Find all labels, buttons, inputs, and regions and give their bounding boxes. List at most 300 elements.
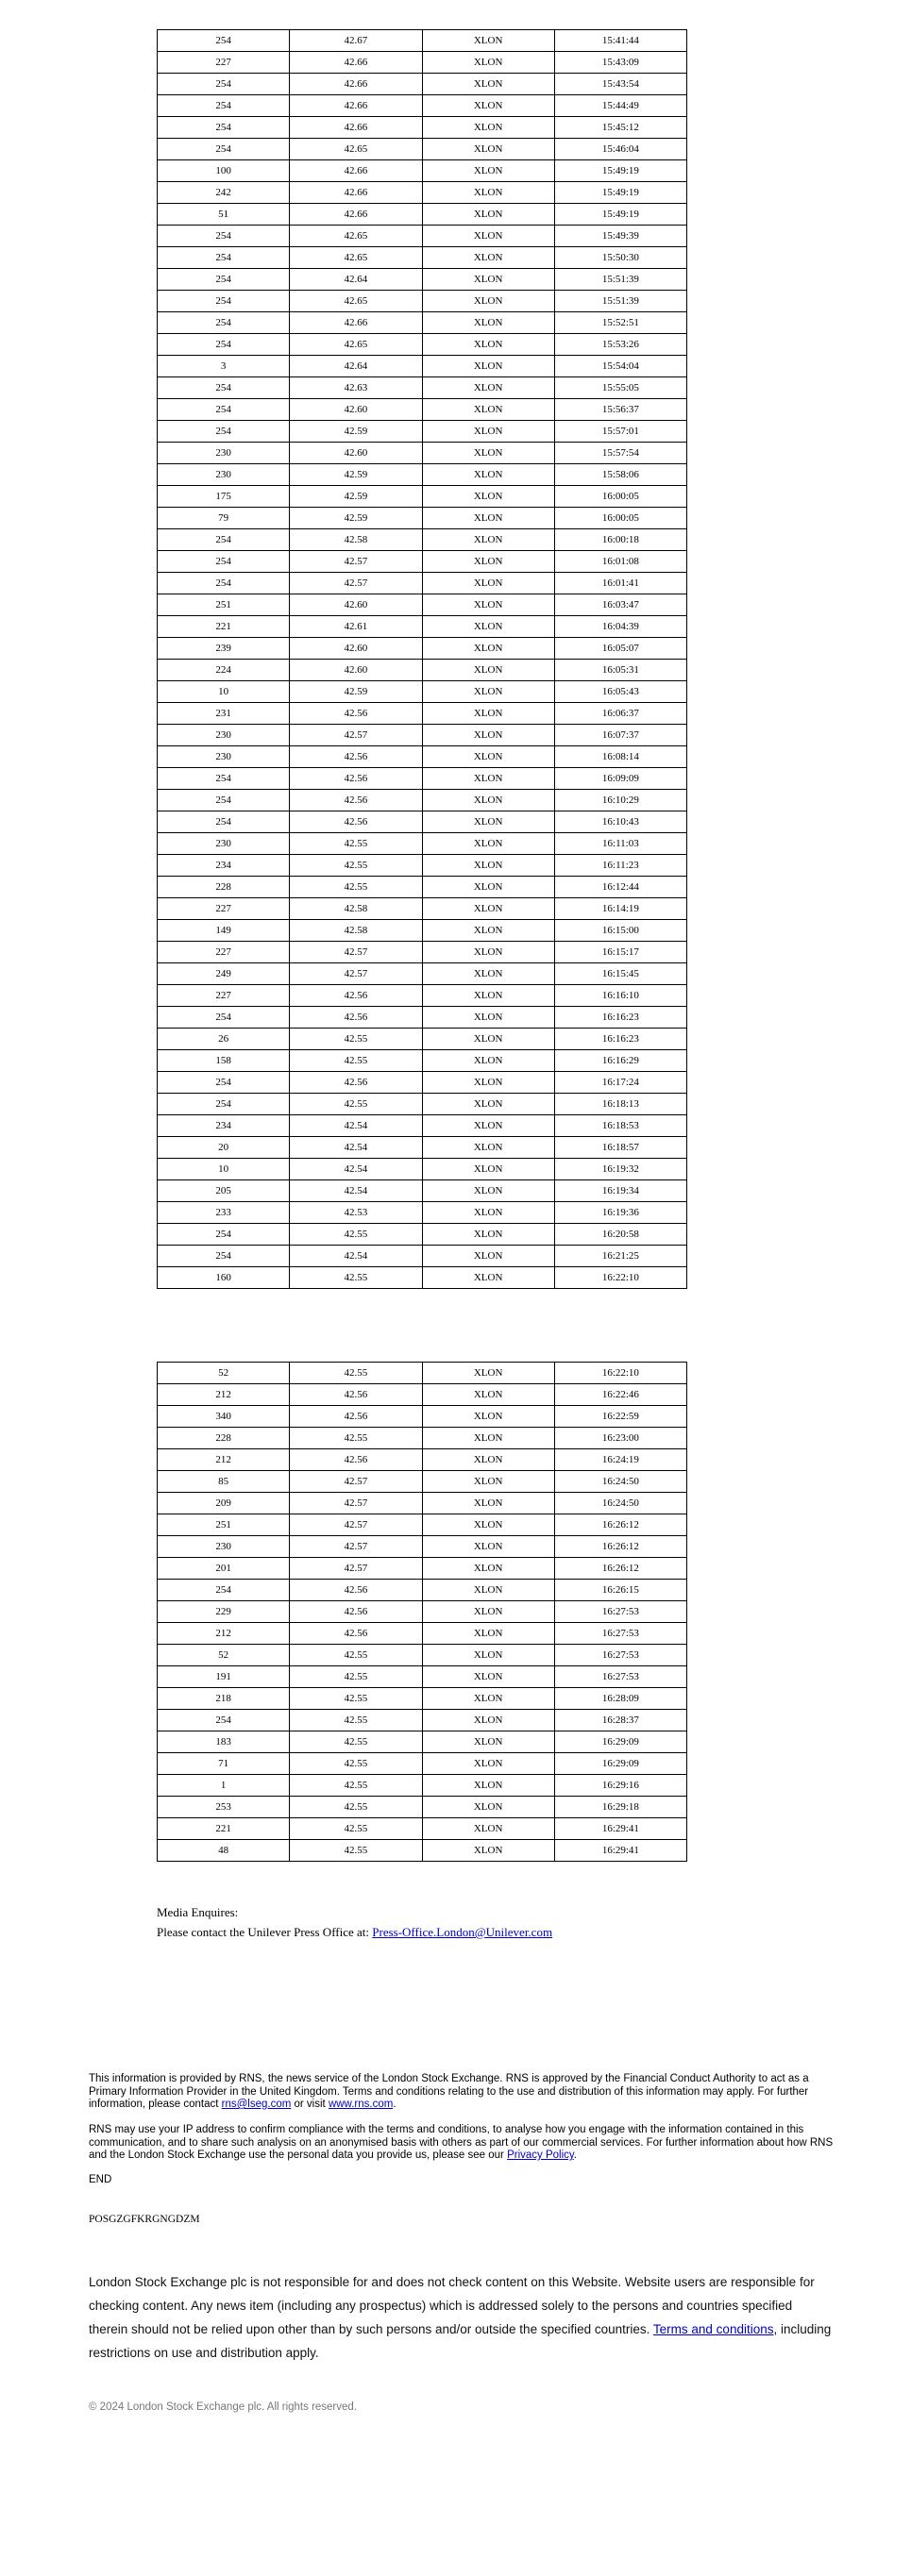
time-cell: 15:50:30: [554, 247, 686, 269]
venue-cell: XLON: [422, 1580, 554, 1601]
volume-cell: 10: [158, 681, 290, 703]
time-cell: 15:55:05: [554, 377, 686, 399]
price-cell: 42.55: [290, 1797, 422, 1818]
table-row: [158, 291, 687, 312]
table-row: [158, 985, 687, 1007]
volume-cell: 230: [158, 443, 290, 464]
price-cell: 42.57: [290, 551, 422, 573]
volume-cell: 85: [158, 1471, 290, 1493]
time-cell: 15:44:49: [554, 95, 686, 117]
table-row: [158, 1558, 687, 1580]
venue-cell: XLON: [422, 920, 554, 942]
venue-cell: XLON: [422, 1202, 554, 1224]
table-row: [158, 529, 687, 551]
venue-cell: XLON: [422, 1094, 554, 1115]
time-cell: 16:09:09: [554, 768, 686, 790]
rns-info-paragraph: [89, 2073, 835, 2112]
volume-cell: 71: [158, 1753, 290, 1775]
price-cell: 42.56: [290, 1406, 422, 1428]
table-row: [158, 182, 687, 204]
venue-cell: XLON: [422, 1558, 554, 1580]
volume-cell: 3: [158, 356, 290, 377]
venue-cell: XLON: [422, 334, 554, 356]
venue-cell: XLON: [422, 1710, 554, 1731]
volume-cell: 100: [158, 160, 290, 182]
time-cell: 16:24:50: [554, 1471, 686, 1493]
price-cell: 42.56: [290, 1007, 422, 1029]
venue-cell: XLON: [422, 833, 554, 855]
table-row: [158, 942, 687, 963]
rns-website-link[interactable]: www.rns.com: [328, 2099, 394, 2110]
time-cell: 15:43:54: [554, 74, 686, 95]
price-cell: 42.58: [290, 529, 422, 551]
time-cell: 16:28:09: [554, 1688, 686, 1710]
time-cell: 16:05:07: [554, 638, 686, 660]
volume-cell: 160: [158, 1267, 290, 1289]
table-row: [158, 1471, 687, 1493]
table-row: [158, 30, 687, 52]
volume-cell: 340: [158, 1406, 290, 1428]
volume-cell: 205: [158, 1180, 290, 1202]
table-row: [158, 1428, 687, 1449]
time-cell: 15:58:06: [554, 464, 686, 486]
volume-cell: 10: [158, 1159, 290, 1180]
venue-cell: XLON: [422, 1406, 554, 1428]
venue-cell: XLON: [422, 1449, 554, 1471]
table-row: [158, 1094, 687, 1115]
volume-cell: 254: [158, 1094, 290, 1115]
time-cell: 16:26:12: [554, 1514, 686, 1536]
table-row: [158, 768, 687, 790]
table-row: [158, 399, 687, 421]
price-cell: 42.64: [290, 356, 422, 377]
volume-cell: 254: [158, 811, 290, 833]
table-row: [158, 725, 687, 746]
price-cell: 42.53: [290, 1202, 422, 1224]
price-cell: 42.54: [290, 1115, 422, 1137]
table-row: [158, 1007, 687, 1029]
price-cell: 42.55: [290, 1050, 422, 1072]
venue-cell: XLON: [422, 1601, 554, 1623]
price-cell: 42.58: [290, 898, 422, 920]
venue-cell: XLON: [422, 1029, 554, 1050]
venue-cell: XLON: [422, 855, 554, 877]
price-cell: 42.56: [290, 703, 422, 725]
volume-cell: 254: [158, 573, 290, 594]
price-cell: 42.56: [290, 746, 422, 768]
venue-cell: XLON: [422, 790, 554, 811]
price-cell: 42.55: [290, 877, 422, 898]
media-contact: [157, 1922, 552, 1942]
disclaimer-text: London Stock Exchange plc is not responsible for and does not check content on this Website. Website users are responsible for checking content. Any news item (including any prospectus) which is addressed solely to the persons and countries specified therein should not be relied upon other than by such persons and/or outside the specified countries.: [89, 2275, 815, 2336]
volume-cell: 251: [158, 594, 290, 616]
price-cell: 42.56: [290, 1580, 422, 1601]
venue-cell: XLON: [422, 1688, 554, 1710]
price-cell: 42.63: [290, 377, 422, 399]
time-cell: 16:15:00: [554, 920, 686, 942]
price-cell: 42.60: [290, 660, 422, 681]
privacy-policy-link[interactable]: Privacy Policy: [507, 2149, 574, 2161]
time-cell: 16:22:10: [554, 1363, 686, 1384]
price-cell: 42.56: [290, 1623, 422, 1645]
volume-cell: 254: [158, 247, 290, 269]
end-label: END: [89, 2174, 112, 2185]
volume-cell: 254: [158, 768, 290, 790]
time-cell: 16:15:45: [554, 963, 686, 985]
price-cell: 42.57: [290, 1536, 422, 1558]
time-cell: 16:29:16: [554, 1775, 686, 1797]
price-cell: 42.57: [290, 573, 422, 594]
price-cell: 42.59: [290, 421, 422, 443]
time-cell: 15:45:12: [554, 117, 686, 139]
table-row: [158, 573, 687, 594]
venue-cell: XLON: [422, 616, 554, 638]
volume-cell: 230: [158, 725, 290, 746]
time-cell: 16:29:41: [554, 1840, 686, 1862]
price-cell: 42.65: [290, 139, 422, 160]
rns-ip-text: RNS may use your IP address to confirm compliance with the terms and conditions, to analyse how you engage with the information contained in this communication, and to share such analysis on an anonymised basis with others as part of our commercial services. For further information about how RNS and the London Stock Exchange use the personal data you provide us, please see our: [89, 2124, 834, 2161]
price-cell: 42.59: [290, 508, 422, 529]
volume-cell: 149: [158, 920, 290, 942]
table-row: [158, 551, 687, 573]
time-cell: 16:18:53: [554, 1115, 686, 1137]
table-row: [158, 1840, 687, 1862]
table-row: [158, 963, 687, 985]
time-cell: 16:28:37: [554, 1710, 686, 1731]
table-row: [158, 1731, 687, 1753]
table-row: [158, 312, 687, 334]
venue-cell: XLON: [422, 594, 554, 616]
time-cell: 16:07:37: [554, 725, 686, 746]
price-cell: 42.57: [290, 1558, 422, 1580]
volume-cell: 230: [158, 833, 290, 855]
transactions-table-1: [157, 29, 687, 1289]
price-cell: 42.56: [290, 985, 422, 1007]
table-row: [158, 616, 687, 638]
time-cell: 15:41:44: [554, 30, 686, 52]
time-cell: 16:21:25: [554, 1246, 686, 1267]
price-cell: 42.54: [290, 1180, 422, 1202]
price-cell: 42.56: [290, 768, 422, 790]
terms-and-conditions-link[interactable]: Terms and conditions: [652, 2322, 774, 2336]
price-cell: 42.61: [290, 616, 422, 638]
venue-cell: XLON: [422, 985, 554, 1007]
time-cell: 16:18:57: [554, 1137, 686, 1159]
price-cell: 42.66: [290, 204, 422, 226]
time-cell: 16:22:46: [554, 1384, 686, 1406]
time-cell: 16:01:08: [554, 551, 686, 573]
volume-cell: 254: [158, 790, 290, 811]
price-cell: 42.55: [290, 1224, 422, 1246]
volume-cell: 254: [158, 269, 290, 291]
volume-cell: 254: [158, 1246, 290, 1267]
table-row: [158, 1623, 687, 1645]
rns-info-text: This information is provided by RNS, the news service of the London Stock Exchange. RNS is approved by the Financial Conduct Authority to act as a Primary Information Provider in the United Kingdom. Terms and conditions relating to the use and distribution of this information may apply. For further information, please contact: [89, 2073, 809, 2110]
volume-cell: 254: [158, 377, 290, 399]
price-cell: 42.55: [290, 1029, 422, 1050]
venue-cell: XLON: [422, 1840, 554, 1862]
venue-cell: XLON: [422, 486, 554, 508]
price-cell: 42.64: [290, 269, 422, 291]
table-row: [158, 1137, 687, 1159]
venue-cell: XLON: [422, 508, 554, 529]
table-row: [158, 1363, 687, 1384]
volume-cell: 20: [158, 1137, 290, 1159]
table-row: [158, 486, 687, 508]
price-cell: 42.56: [290, 790, 422, 811]
price-cell: 42.55: [290, 1840, 422, 1862]
venue-cell: XLON: [422, 1818, 554, 1840]
price-cell: 42.56: [290, 1384, 422, 1406]
volume-cell: 48: [158, 1840, 290, 1862]
price-cell: 42.66: [290, 74, 422, 95]
price-cell: 42.65: [290, 334, 422, 356]
time-cell: 16:27:53: [554, 1645, 686, 1666]
table-row: [158, 1514, 687, 1536]
time-cell: 16:00:05: [554, 508, 686, 529]
table-row: [158, 1159, 687, 1180]
volume-cell: 249: [158, 963, 290, 985]
table-row: [158, 139, 687, 160]
transactions-table-2-body: [158, 1363, 687, 1862]
time-cell: 16:15:17: [554, 942, 686, 963]
venue-cell: XLON: [422, 551, 554, 573]
price-cell: 42.57: [290, 963, 422, 985]
time-cell: 16:29:41: [554, 1818, 686, 1840]
volume-cell: 242: [158, 182, 290, 204]
table-row: [158, 898, 687, 920]
time-cell: 16:20:58: [554, 1224, 686, 1246]
venue-cell: XLON: [422, 1115, 554, 1137]
volume-cell: 231: [158, 703, 290, 725]
time-cell: 16:19:34: [554, 1180, 686, 1202]
venue-cell: XLON: [422, 1224, 554, 1246]
venue-cell: XLON: [422, 1384, 554, 1406]
volume-cell: 218: [158, 1688, 290, 1710]
price-cell: 42.67: [290, 30, 422, 52]
price-cell: 42.55: [290, 1688, 422, 1710]
table-row: [158, 746, 687, 768]
venue-cell: XLON: [422, 573, 554, 594]
rns-email-link[interactable]: rns@lseg.com: [221, 2099, 292, 2110]
table-row: [158, 1688, 687, 1710]
price-cell: 42.56: [290, 811, 422, 833]
volume-cell: 191: [158, 1666, 290, 1688]
time-cell: 16:19:36: [554, 1202, 686, 1224]
venue-cell: XLON: [422, 1666, 554, 1688]
time-cell: 16:10:29: [554, 790, 686, 811]
time-cell: 16:19:32: [554, 1159, 686, 1180]
price-cell: 42.54: [290, 1246, 422, 1267]
volume-cell: 254: [158, 226, 290, 247]
venue-cell: XLON: [422, 95, 554, 117]
press-office-email-link[interactable]: Press-Office.London@Unilever.com: [372, 1925, 553, 1939]
table-row: [158, 95, 687, 117]
time-cell: 16:26:15: [554, 1580, 686, 1601]
venue-cell: XLON: [422, 1159, 554, 1180]
price-cell: 42.57: [290, 1471, 422, 1493]
venue-cell: XLON: [422, 1137, 554, 1159]
volume-cell: 254: [158, 334, 290, 356]
price-cell: 42.55: [290, 1731, 422, 1753]
volume-cell: 254: [158, 551, 290, 573]
volume-cell: 234: [158, 1115, 290, 1137]
table-row: [158, 117, 687, 139]
volume-cell: 221: [158, 1818, 290, 1840]
price-cell: 42.55: [290, 1094, 422, 1115]
price-cell: 42.54: [290, 1159, 422, 1180]
table-row: [158, 1536, 687, 1558]
price-cell: 42.55: [290, 1666, 422, 1688]
time-cell: 16:12:44: [554, 877, 686, 898]
table-row: [158, 464, 687, 486]
table-row: [158, 1267, 687, 1289]
table-row: [158, 1645, 687, 1666]
venue-cell: XLON: [422, 291, 554, 312]
table-row: [158, 681, 687, 703]
table-row: [158, 790, 687, 811]
table-row: [158, 1775, 687, 1797]
volume-cell: 254: [158, 421, 290, 443]
announcement-code: POSGZGFKRGNGDZM: [89, 2214, 200, 2225]
table-row: [158, 594, 687, 616]
disclaimer-text-end: , including restrictions on use and distribution apply.: [89, 2322, 832, 2360]
price-cell: 42.55: [290, 1267, 422, 1289]
table-row: [158, 855, 687, 877]
price-cell: 42.66: [290, 117, 422, 139]
table-row: [158, 269, 687, 291]
price-cell: 42.65: [290, 226, 422, 247]
price-cell: 42.57: [290, 725, 422, 746]
volume-cell: 254: [158, 1580, 290, 1601]
table-row: [158, 1050, 687, 1072]
time-cell: 15:49:39: [554, 226, 686, 247]
price-cell: 42.65: [290, 247, 422, 269]
volume-cell: 254: [158, 291, 290, 312]
table-row: [158, 833, 687, 855]
venue-cell: XLON: [422, 399, 554, 421]
volume-cell: 79: [158, 508, 290, 529]
venue-cell: XLON: [422, 1623, 554, 1645]
volume-cell: 1: [158, 1775, 290, 1797]
volume-cell: 251: [158, 1514, 290, 1536]
media-heading: Media Enquires:: [157, 1905, 239, 1919]
volume-cell: 224: [158, 660, 290, 681]
volume-cell: 212: [158, 1623, 290, 1645]
venue-cell: XLON: [422, 1493, 554, 1514]
time-cell: 16:27:53: [554, 1666, 686, 1688]
volume-cell: 175: [158, 486, 290, 508]
price-cell: 42.55: [290, 1710, 422, 1731]
venue-cell: XLON: [422, 464, 554, 486]
price-cell: 42.59: [290, 681, 422, 703]
price-cell: 42.57: [290, 1493, 422, 1514]
venue-cell: XLON: [422, 811, 554, 833]
volume-cell: 254: [158, 1072, 290, 1094]
time-cell: 16:14:19: [554, 898, 686, 920]
venue-cell: XLON: [422, 942, 554, 963]
table-row: [158, 204, 687, 226]
time-cell: 15:57:01: [554, 421, 686, 443]
table-row: [158, 1224, 687, 1246]
volume-cell: 221: [158, 616, 290, 638]
venue-cell: XLON: [422, 681, 554, 703]
time-cell: 15:57:54: [554, 443, 686, 464]
venue-cell: XLON: [422, 768, 554, 790]
volume-cell: 229: [158, 1601, 290, 1623]
table-row: [158, 811, 687, 833]
time-cell: 16:18:13: [554, 1094, 686, 1115]
venue-cell: XLON: [422, 1246, 554, 1267]
volume-cell: 230: [158, 1536, 290, 1558]
venue-cell: XLON: [422, 703, 554, 725]
time-cell: 16:01:41: [554, 573, 686, 594]
time-cell: 16:11:03: [554, 833, 686, 855]
volume-cell: 212: [158, 1449, 290, 1471]
volume-cell: 233: [158, 1202, 290, 1224]
media-contact-text: Please contact the Unilever Press Office at:: [157, 1925, 373, 1939]
time-cell: 16:05:31: [554, 660, 686, 681]
time-cell: 16:03:47: [554, 594, 686, 616]
volume-cell: 254: [158, 1710, 290, 1731]
table-row: [158, 1406, 687, 1428]
venue-cell: XLON: [422, 1363, 554, 1384]
volume-cell: 209: [158, 1493, 290, 1514]
time-cell: 16:10:43: [554, 811, 686, 833]
time-cell: 16:26:12: [554, 1558, 686, 1580]
table-row: [158, 1797, 687, 1818]
rns-info-text-2: or visit: [291, 2099, 329, 2110]
volume-cell: 254: [158, 399, 290, 421]
venue-cell: XLON: [422, 226, 554, 247]
table-row: [158, 247, 687, 269]
volume-cell: 230: [158, 746, 290, 768]
table-row: [158, 160, 687, 182]
venue-cell: XLON: [422, 443, 554, 464]
table-row: [158, 920, 687, 942]
table-row: [158, 1115, 687, 1137]
volume-cell: 183: [158, 1731, 290, 1753]
table-row: [158, 877, 687, 898]
table-row: [158, 1202, 687, 1224]
venue-cell: XLON: [422, 877, 554, 898]
time-cell: 16:22:59: [554, 1406, 686, 1428]
venue-cell: XLON: [422, 1645, 554, 1666]
venue-cell: XLON: [422, 1180, 554, 1202]
media-enquiries: [157, 1902, 552, 1942]
price-cell: 42.56: [290, 1072, 422, 1094]
time-cell: 16:29:09: [554, 1753, 686, 1775]
table-row: [158, 1384, 687, 1406]
venue-cell: XLON: [422, 139, 554, 160]
venue-cell: XLON: [422, 30, 554, 52]
time-cell: 16:00:18: [554, 529, 686, 551]
time-cell: 16:26:12: [554, 1536, 686, 1558]
time-cell: 16:27:53: [554, 1623, 686, 1645]
rns-info-text-3: .: [393, 2099, 396, 2110]
volume-cell: 254: [158, 1224, 290, 1246]
time-cell: 16:11:23: [554, 855, 686, 877]
volume-cell: 254: [158, 30, 290, 52]
price-cell: 42.60: [290, 443, 422, 464]
venue-cell: XLON: [422, 52, 554, 74]
venue-cell: XLON: [422, 1514, 554, 1536]
venue-cell: XLON: [422, 1731, 554, 1753]
table-row: [158, 1493, 687, 1514]
price-cell: 42.55: [290, 1753, 422, 1775]
price-cell: 42.60: [290, 638, 422, 660]
volume-cell: 239: [158, 638, 290, 660]
